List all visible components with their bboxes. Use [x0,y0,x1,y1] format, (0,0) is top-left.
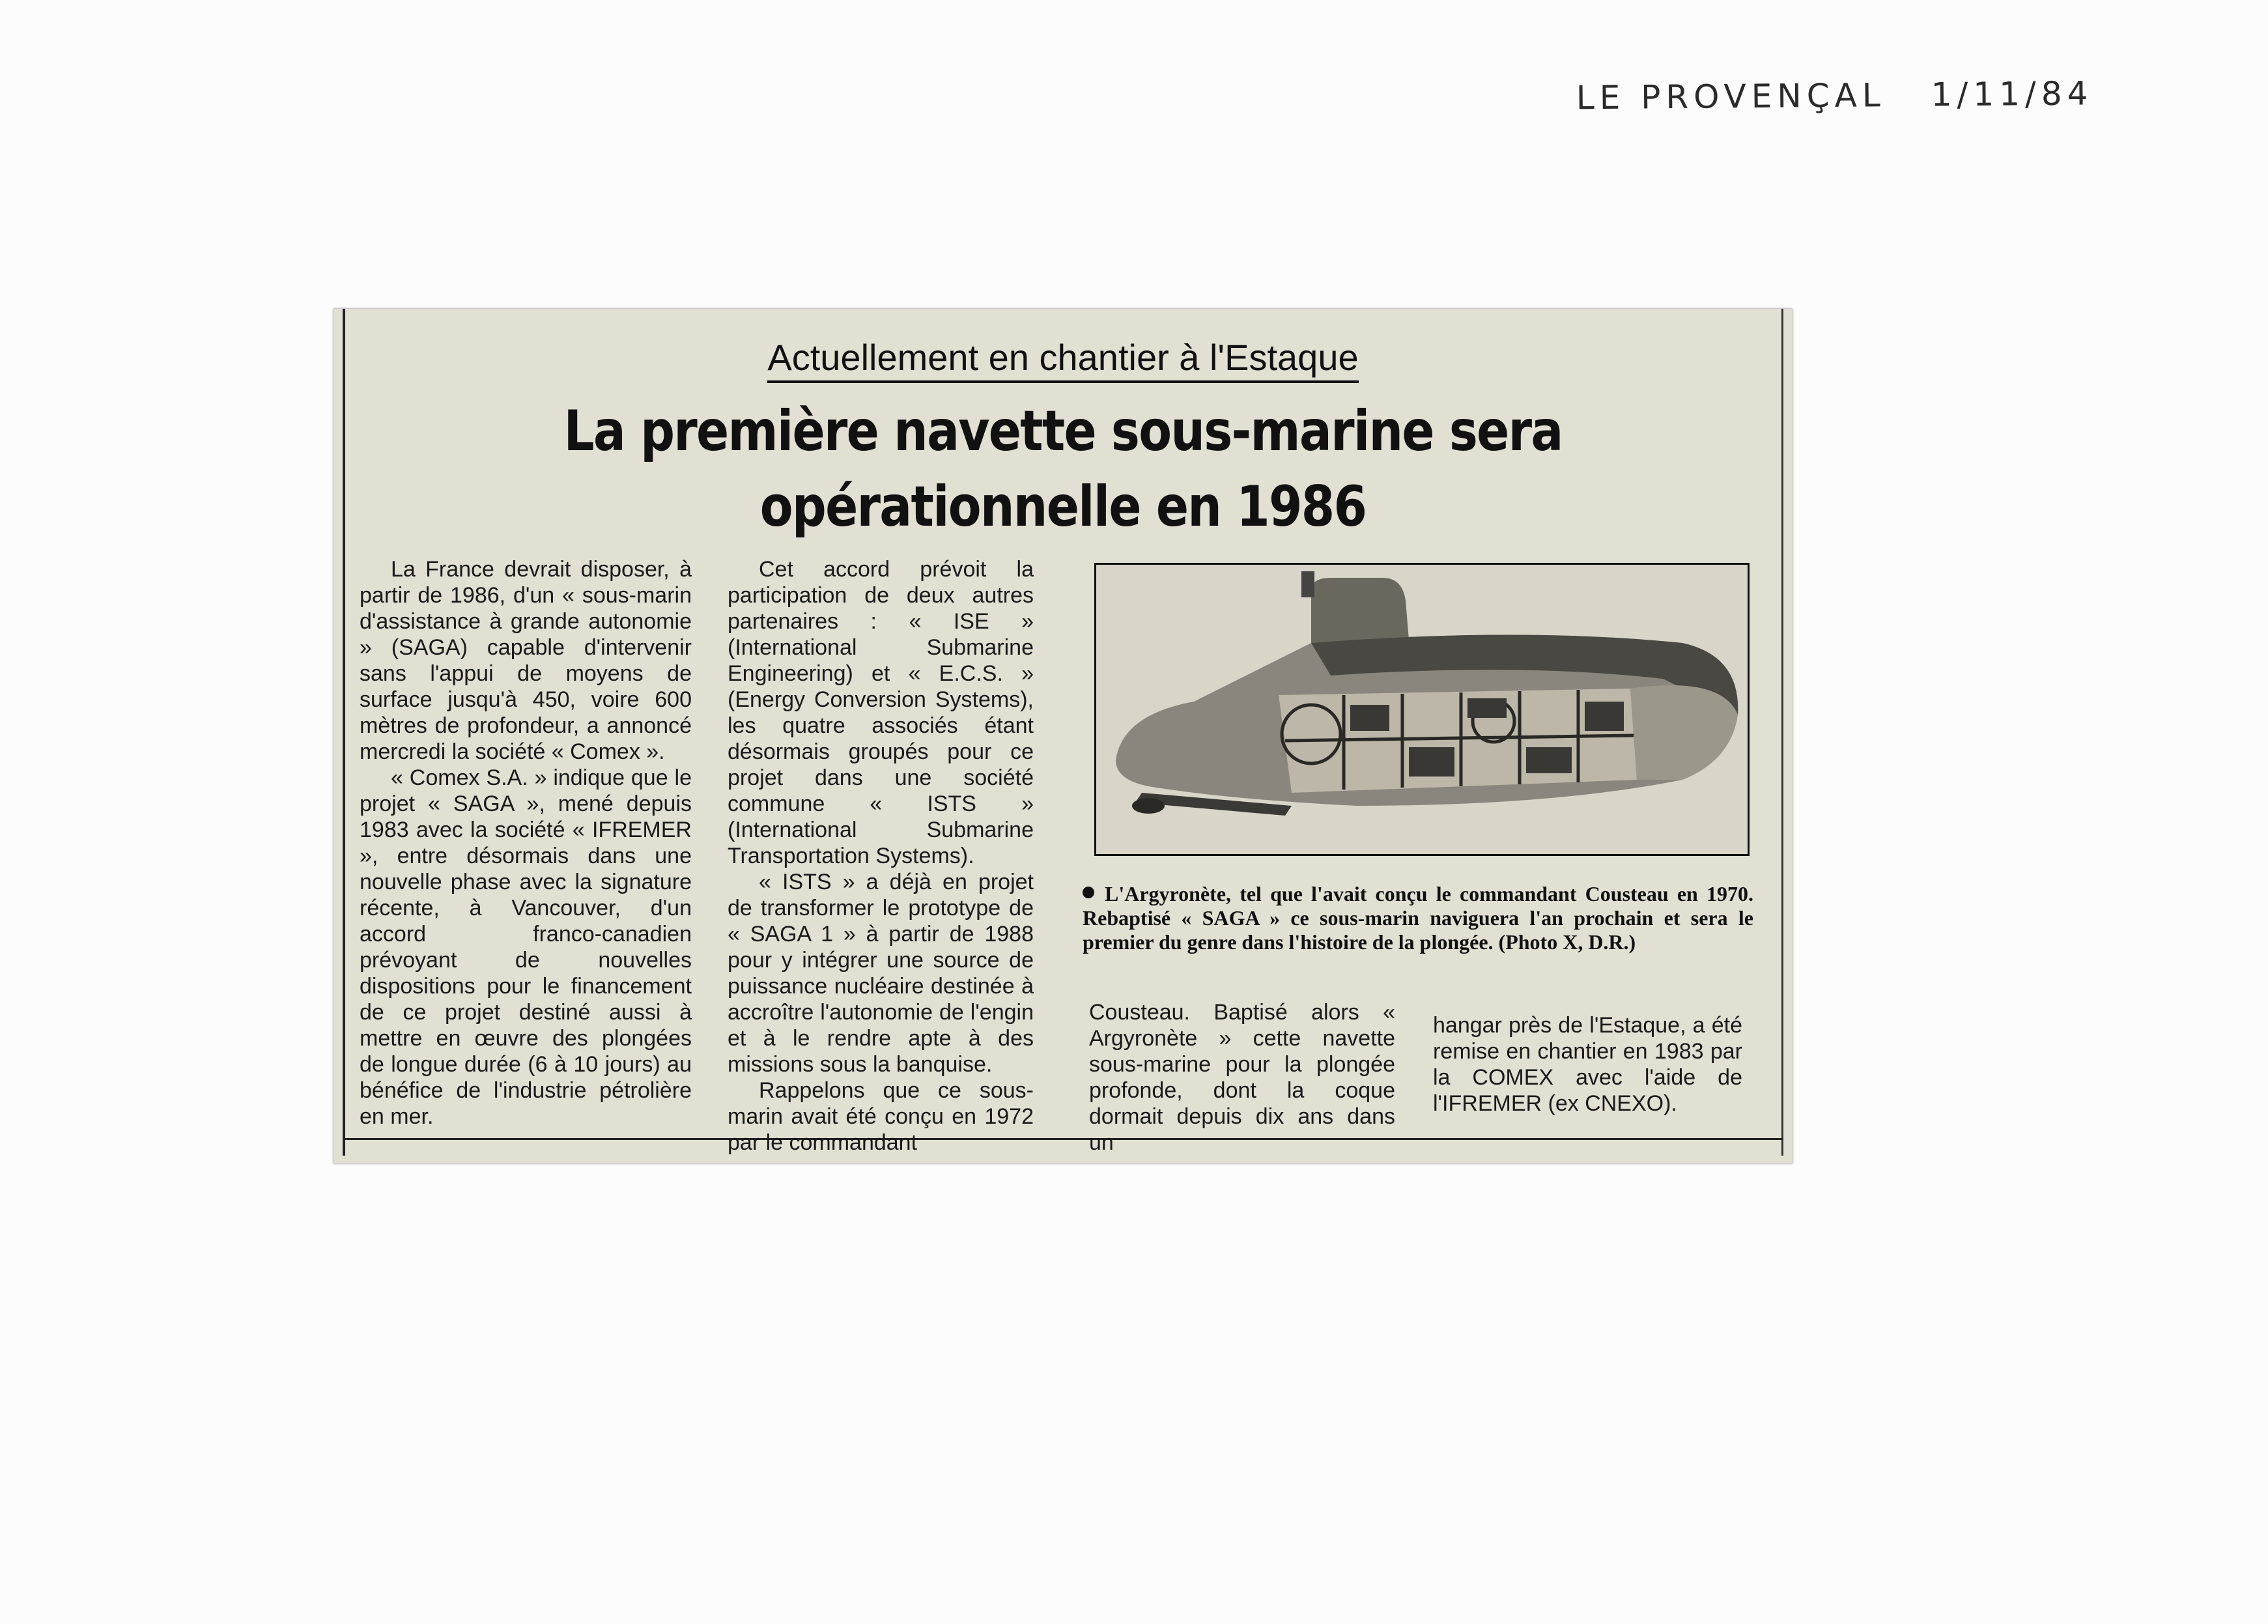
paragraph: « Comex S.A. » indique que le projet « SAGA », mené depuis 1983 avec la société « IFREMER », entre désormais dans une nouvelle phase avec la signature récente, à Vancouver, d'un accord franco-canadien prévoyant de nouvelles dispositions pour le financement de ce projet destiné aussi à mettre en œuvre des plongées de longue durée (6 à 10 jours) au bénéfice de l'industrie pétrolière en mer. [360,765,692,1129]
submarine-cutaway-photo [1094,563,1750,856]
newspaper-clipping [333,309,1793,1163]
paragraph: Cet accord prévoit la participation de deux autres partenaires : « ISE » (International Submarine Engineering) et « E.C.S. » (Energy Conversion Systems), les quatre associés étant désormais groupés pour ce projet dans une société commune « ISTS » (International Submarine Transportation Systems). [728,557,1034,868]
paragraph: La France devrait disposer, à partir de 1986, d'un « sous-marin d'assistance à grande autonomie » (SAGA) capable d'intervenir sans l'appui de moyens de surface jusqu'à 450, voire 600 mètres de profondeur, a annoncé mercredi la société « Comex ». [360,557,692,764]
column-rule-right [1781,309,1783,1156]
source-name: LE PROVENÇAL [1576,76,1886,117]
bullet-icon [1083,887,1094,898]
paragraph: Rappelons que ce sous-marin avait été conçu en 1972 par le commandant [728,1078,1034,1155]
column-rule-left [343,309,345,1156]
article-column-1 [360,556,692,1130]
article-headline: La première navette sous-marine sera opérationnelle en 1986 [563,399,1563,539]
handwritten-source-note [1576,74,2093,145]
paragraph: Cousteau. Baptisé alors « Argyronète » cette navette sous-marine pour la plongée profonde, dont la coque dormait depuis dix ans dans un [1089,1000,1395,1155]
paragraph: « ISTS » a déjà en projet de transformer le prototype de « SAGA 1 » à partir de 1988 pour y intégrer une source de puissance nucléaire destinée à accroître l'autonomie de l'engin et à le rendre apte à des missions sous la banquise. [728,870,1034,1077]
article-column-3 [1089,999,1395,1156]
photo-caption: L'Argyronète, tel que l'avait conçu le commandant Cousteau en 1970. Rebaptisé « SAGA » ce sous-marin naviguera l'an prochain et sera le premier du genre dans l'histoire de la plongée. (Photo X, D.R.) [1083,882,1753,954]
article-column-4 [1433,1012,1742,1117]
article-kicker: Actuellement en chantier à l'Estaque [333,336,1793,378]
article-column-2 [728,556,1034,1156]
source-date: 1/11/84 [1931,74,2093,114]
bottom-rule [343,1138,1783,1140]
paragraph: hangar près de l'Estaque, a été remise en chantier en 1983 par la COMEX avec l'aide de l'IFREMER (ex CNEXO). [1433,1013,1742,1116]
